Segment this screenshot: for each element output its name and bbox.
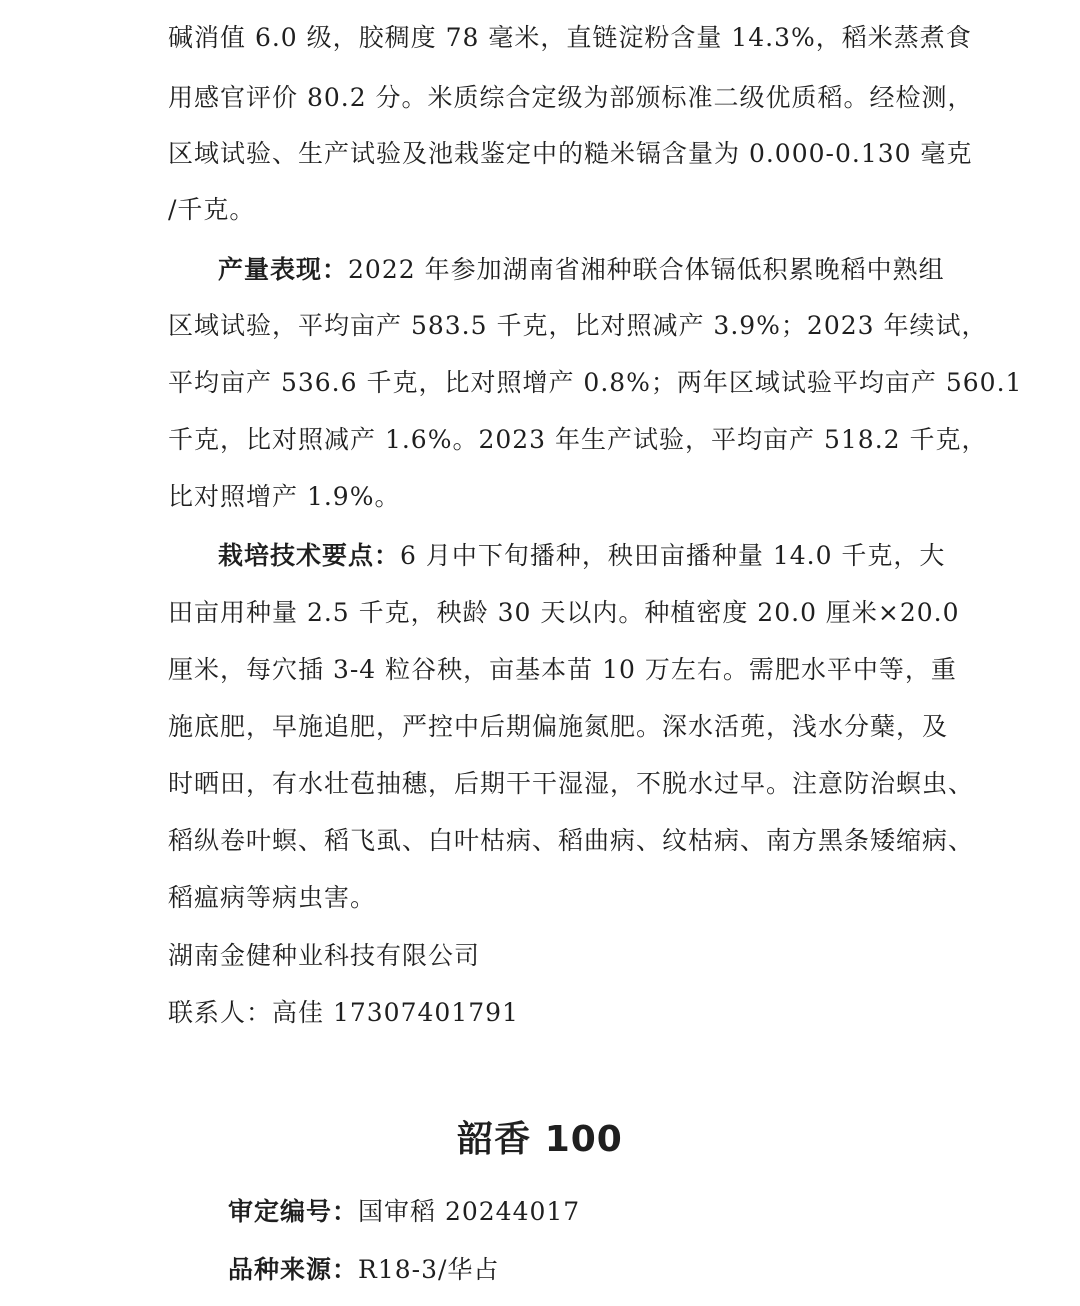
cultivation-line-2: 田亩用种量 2.5 千克，秧龄 30 天以内。种植密度 20.0 厘米×20.0	[168, 598, 960, 627]
cultivation-line-3: 厘米，每穴插 3-4 粒谷秧，亩基本苗 10 万左右。需肥水平中等，重	[168, 655, 957, 684]
quality-line-3: 区域试验、生产试验及池栽鉴定中的糙米镉含量为 0.000-0.130 毫克	[168, 139, 973, 168]
approval-label: 审定编号：	[228, 1197, 359, 1226]
yield-line-2: 区域试验，平均亩产 583.5 千克，比对照减产 3.9%；2023 年续试，	[168, 311, 988, 340]
variety-source	[228, 1254, 499, 1286]
contact-info: 联系人：高佳 17307401791	[168, 998, 519, 1027]
cultivation-line-7: 稻瘟病等病虫害。	[168, 883, 377, 912]
source-label: 品种来源：	[228, 1255, 359, 1284]
source-value: R18-3/华占	[358, 1255, 500, 1284]
approval-value: 国审稻 20244017	[358, 1197, 581, 1226]
company-name: 湖南金健种业科技有限公司	[168, 941, 481, 970]
cultivation-line-6: 稻纵卷叶螟、稻飞虱、白叶枯病、稻曲病、纹枯病、南方黑条矮缩病、	[168, 826, 975, 855]
yield-label: 产量表现：	[218, 255, 349, 284]
variety-title: 韶香 100	[457, 1119, 623, 1160]
yield-first-text: 2022 年参加湖南省湘种联合体镉低积累晚稻中熟组	[348, 255, 945, 284]
quality-line-2: 用感官评价 80.2 分。米质综合定级为部颁标准二级优质稻。经检测，	[168, 83, 974, 112]
cultivation-label: 栽培技术要点：	[218, 541, 401, 570]
quality-line-1: 碱消值 6.0 级，胶稠度 78 毫米，直链淀粉含量 14.3%，稻米蒸煮食	[168, 23, 972, 52]
yield-line-3: 平均亩产 536.6 千克，比对照增产 0.8%；两年区域试验平均亩产 560.1	[168, 368, 1023, 397]
cultivation-first-text: 6 月中下旬播种，秧田亩播种量 14.0 千克，大	[400, 541, 946, 570]
yield-line-5: 比对照增产 1.9%。	[168, 482, 401, 511]
yield-line-4: 千克，比对照减产 1.6%。2023 年生产试验，平均亩产 518.2 千克，	[168, 425, 988, 454]
cultivation-first-line	[218, 540, 945, 572]
yield-first-line	[218, 254, 945, 286]
approval-number	[228, 1196, 580, 1228]
cultivation-line-4: 施底肥，早施追肥，严控中后期偏施氮肥。深水活蔸，浅水分蘖，及	[168, 712, 949, 741]
quality-line-4: /千克。	[168, 195, 256, 224]
cultivation-line-5: 时晒田，有水壮苞抽穗，后期干干湿湿，不脱水过早。注意防治螟虫、	[168, 769, 975, 798]
